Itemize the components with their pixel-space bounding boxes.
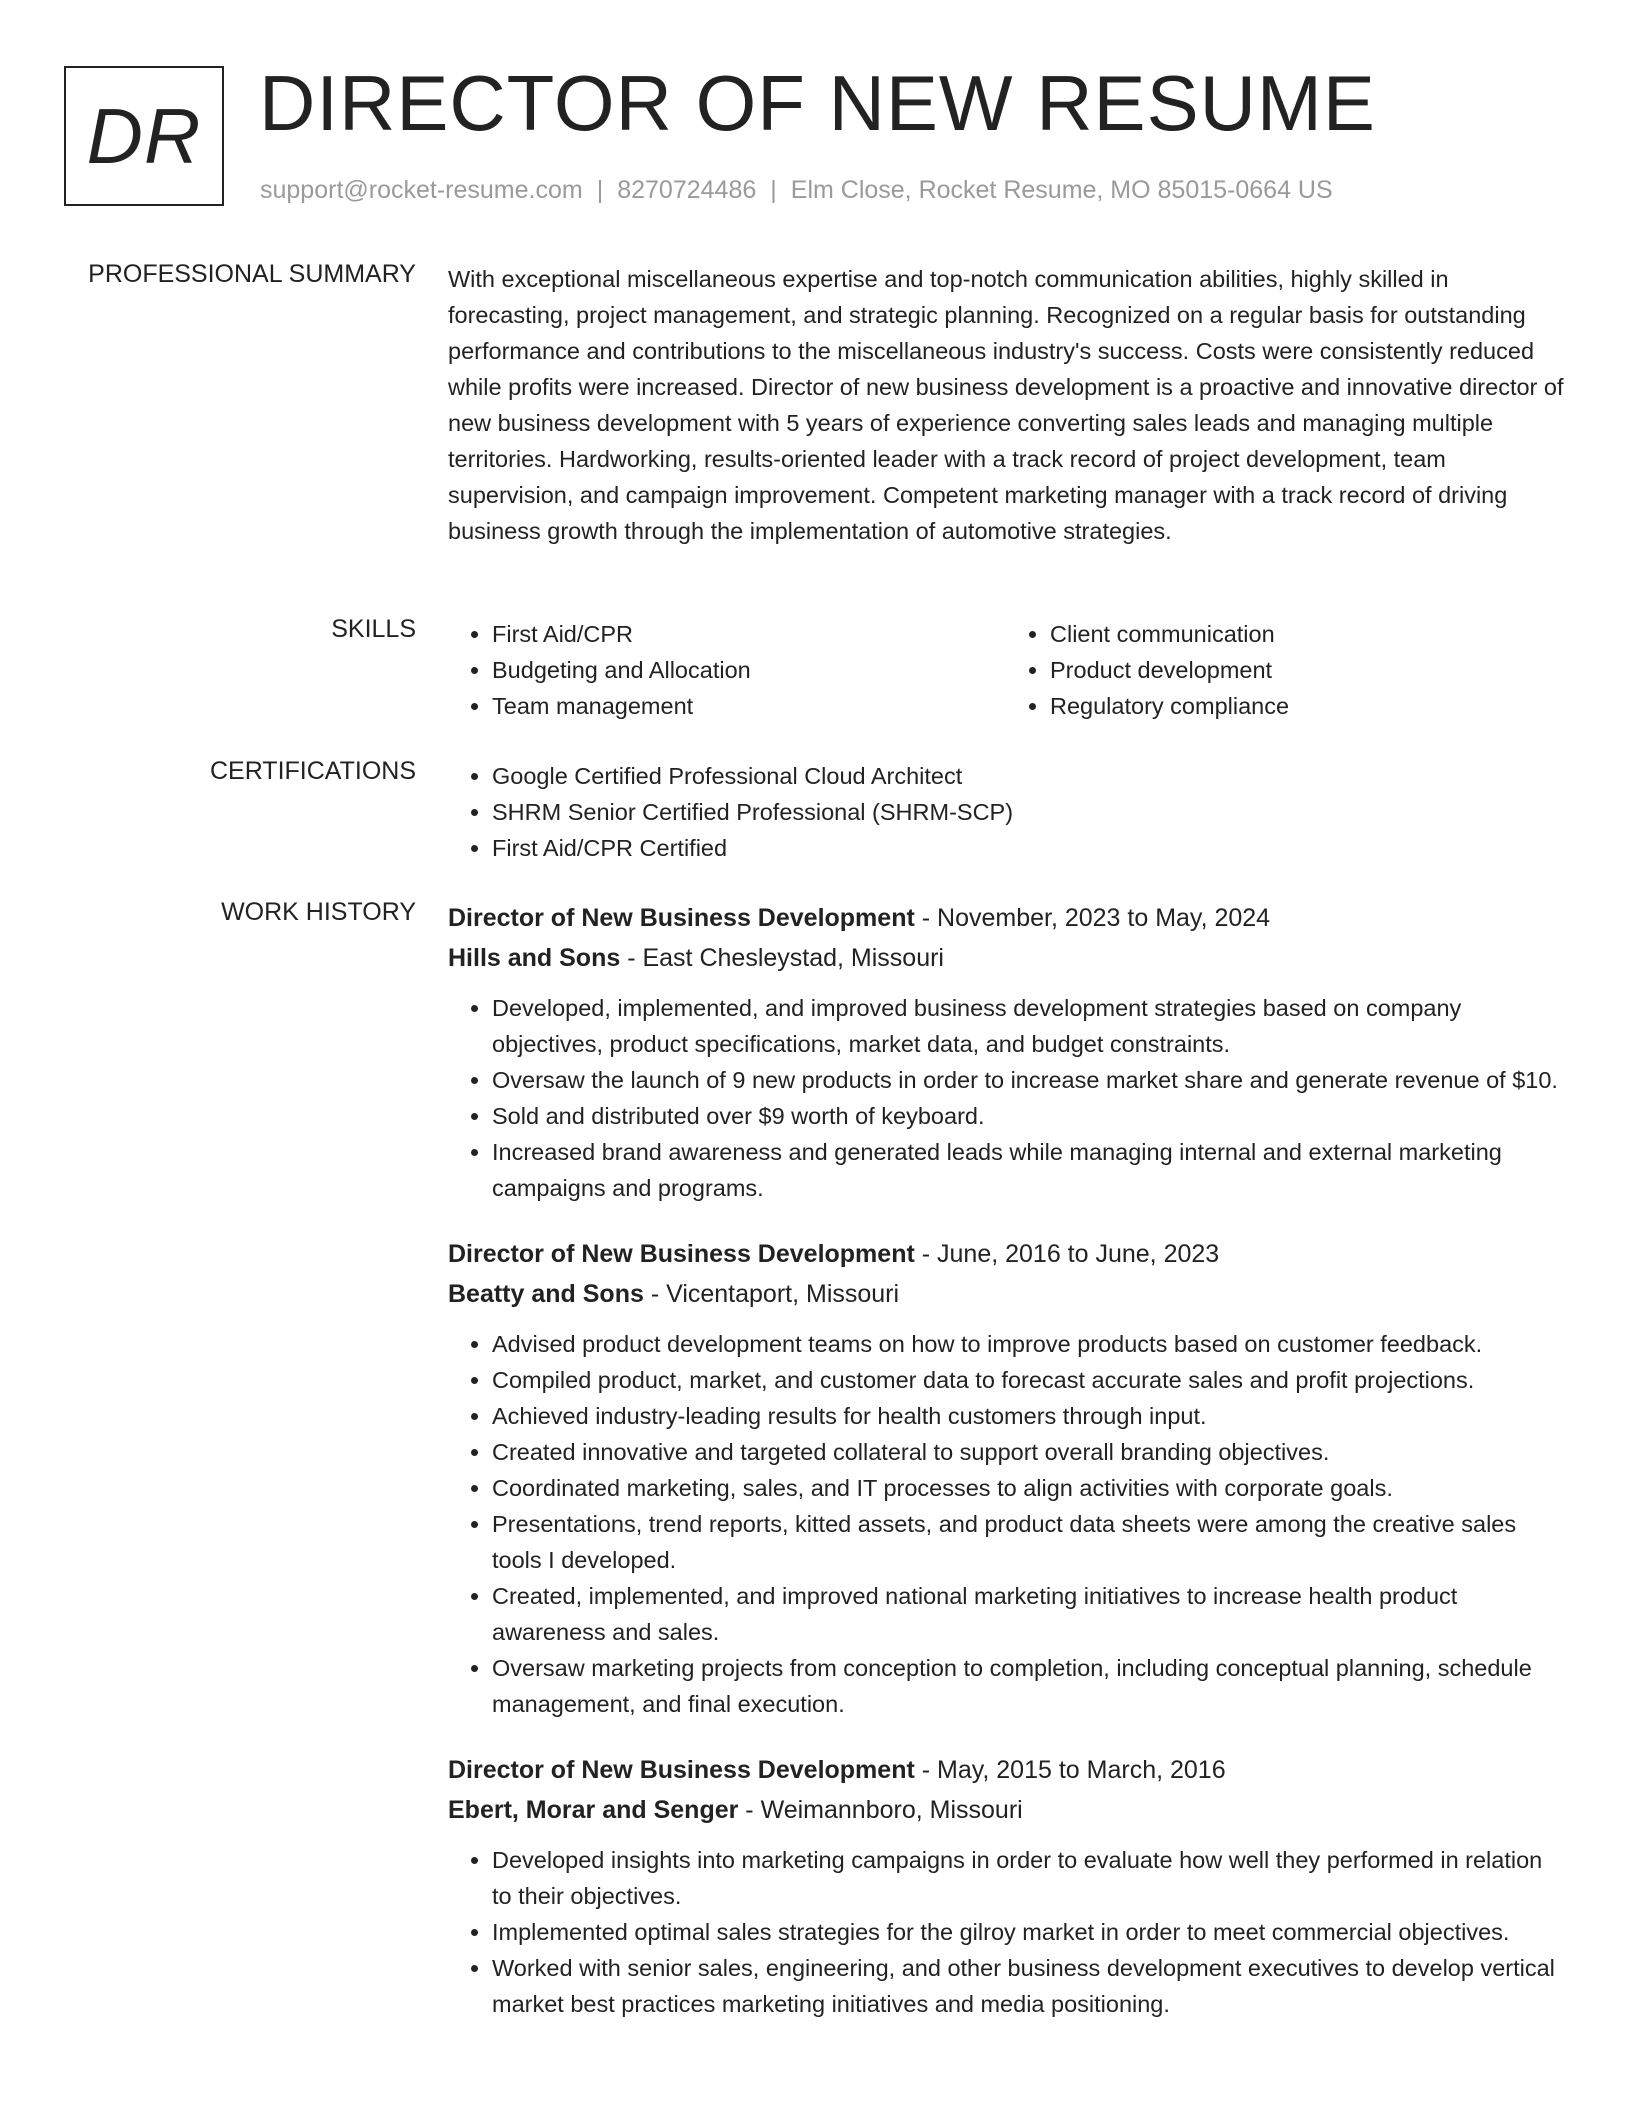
skill-item: • Regulatory compliance	[1050, 688, 1564, 724]
job-entry	[448, 1234, 1564, 1722]
contact-phone: 8270724486	[617, 176, 757, 204]
job-company: Beatty and Sons	[448, 1280, 644, 1308]
job-bullets	[448, 1842, 1564, 2022]
certifications-list	[448, 758, 1564, 866]
job-bullet: • Developed insights into marketing campaigns in order to evaluate how well they performed in relation to their objectives.	[492, 1842, 1564, 1914]
job-entry	[448, 898, 1564, 1206]
job-bullet: • Compiled product, market, and customer data to forecast accurate sales and profit projections.	[492, 1362, 1564, 1398]
contact-line	[260, 176, 1333, 205]
certification-item: • Google Certified Professional Cloud Architect	[492, 758, 1564, 794]
job-dates: - May, 2015 to March, 2016	[914, 1756, 1226, 1784]
skill-item: • Budgeting and Allocation	[492, 652, 1006, 688]
certifications-heading: CERTIFICATIONS	[209, 757, 416, 785]
certification-item: • First Aid/CPR Certified	[492, 830, 1564, 866]
job-bullets	[448, 1326, 1564, 1722]
skill-item: • Client communication	[1050, 616, 1564, 652]
job-bullet: • Achieved industry-leading results for health customers through input.	[492, 1398, 1564, 1434]
job-bullet: • Advised product development teams on how to improve products based on customer feedback.	[492, 1326, 1564, 1362]
job-bullet: • Oversaw marketing projects from conception to completion, including conceptual planning, schedule management, and final execution.	[492, 1650, 1564, 1722]
contact-email: support@rocket-resume.com	[260, 176, 583, 204]
job-role: Director of New Business Development	[448, 1240, 915, 1268]
contact-address: Elm Close, Rocket Resume, MO 85015-0664 US	[790, 176, 1333, 204]
job-bullet: • Sold and distributed over $9 worth of keyboard.	[492, 1098, 1564, 1134]
job-role: Director of New Business Development	[448, 904, 915, 932]
job-title-line	[448, 898, 1564, 938]
job-company: Ebert, Morar and Senger	[448, 1796, 739, 1824]
summary-heading: PROFESSIONAL SUMMARY	[88, 260, 416, 288]
job-location: - Weimannboro, Missouri	[738, 1796, 1023, 1824]
skills-list-left	[448, 616, 1006, 724]
job-dates: - November, 2023 to May, 2024	[914, 904, 1271, 932]
job-bullets	[448, 990, 1564, 1206]
skills-list-right	[1006, 616, 1564, 724]
certification-item: • SHRM Senior Certified Professional (SHRM-SCP)	[492, 794, 1564, 830]
job-location: - East Chesleystad, Missouri	[620, 944, 944, 972]
job-bullet: • Created, implemented, and improved national marketing initiatives to increase health product awareness and sales.	[492, 1578, 1564, 1650]
job-company: Hills and Sons	[448, 944, 621, 972]
monogram-initials: DR	[86, 91, 202, 180]
job-title-line	[448, 1750, 1564, 1790]
contact-separator: |	[596, 176, 604, 204]
job-bullet: • Oversaw the launch of 9 new products in order to increase market share and generate revenue of $10.	[492, 1062, 1564, 1098]
job-bullet: • Created innovative and targeted collateral to support overall branding objectives.	[492, 1434, 1564, 1470]
skill-item: • First Aid/CPR	[492, 616, 1006, 652]
job-company-line	[448, 938, 1564, 978]
work-history-heading: WORK HISTORY	[221, 898, 416, 926]
skills-heading: SKILLS	[331, 615, 416, 643]
job-company-line	[448, 1790, 1564, 1830]
job-role: Director of New Business Development	[448, 1756, 915, 1784]
job-bullet: • Presentations, trend reports, kitted assets, and product data sheets were among the creative sales tools I developed.	[492, 1506, 1564, 1578]
monogram-box	[64, 66, 224, 206]
page-title: DIRECTOR OF NEW RESUME	[259, 59, 1376, 147]
skill-item: • Team management	[492, 688, 1006, 724]
job-bullet: • Developed, implemented, and improved business development strategies based on company objectives, product specifications, market data, and budget constraints.	[492, 990, 1564, 1062]
skill-item: • Product development	[1050, 652, 1564, 688]
job-location: - Vicentaport, Missouri	[643, 1280, 900, 1308]
contact-separator: |	[770, 176, 777, 204]
job-bullet: • Worked with senior sales, engineering, and other business development executives to develop vertical market best practices marketing initiatives and media positioning.	[492, 1950, 1564, 2022]
job-entry	[448, 1750, 1564, 2022]
job-bullet: • Implemented optimal sales strategies for the gilroy market in order to meet commercial objectives.	[492, 1914, 1564, 1950]
job-bullet: • Increased brand awareness and generated leads while managing internal and external marketing campaigns and programs.	[492, 1134, 1564, 1206]
job-dates: - June, 2016 to June, 2023	[914, 1240, 1220, 1268]
job-bullet: • Coordinated marketing, sales, and IT processes to align activities with corporate goals.	[492, 1470, 1564, 1506]
job-title-line	[448, 1234, 1564, 1274]
summary-text: With exceptional miscellaneous expertise and top-notch communication abilities, highly skilled in forecasting, project management, and strategic planning. Recognized on a regular basis for outstanding performance and contributions to the miscellaneous industry's success. Costs were consistently reduced while profits were increased. Director of new business development is a proactive and innovative director of new business development with 5 years of experience converting sales leads and managing multiple territories. Hardworking, results-oriented leader with a track record of project development, team supervision, and campaign improvement. Competent marketing manager with a track record of driving business growth through the implementation of automotive strategies.	[448, 266, 1564, 544]
job-company-line	[448, 1274, 1564, 1314]
